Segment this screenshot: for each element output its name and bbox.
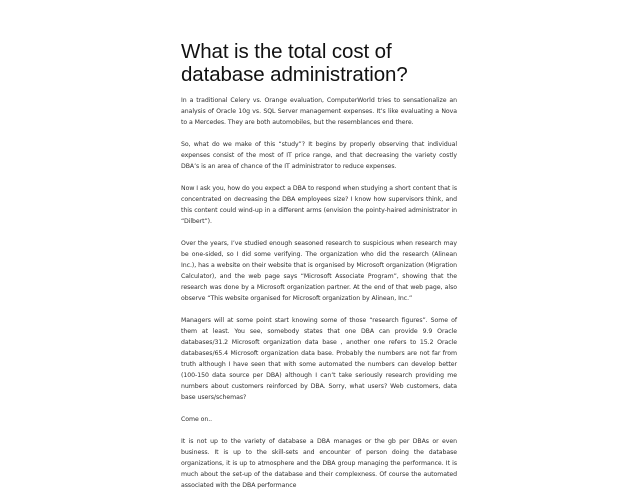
paragraph-6: Come on.. (181, 416, 213, 423)
paragraph-2: So, what do we make of this “study”? It begins by properly observing that individual expenses consist of the most of IT price range, and that decreasing the variety costly DBA’s is an area of chance of the IT administrator to reduce expenses. (181, 141, 457, 170)
paragraph-4: Over the years, I’ve studied enough seasoned research to suspicious when research may be one-sided, so I did some verifying. The organization who did the research (Alinean Inc.), has a website on their website that is organised by Microsoft organization (Migration Calculator), and the web page says “Microsoft Associate Program”, showing that the research was done by a Microsoft organization partner. At the end of that web page, also observe “This website organised for Microsoft organization by Alinean, Inc.” (181, 240, 457, 302)
paragraph-5: Managers will at some point start knowing some of those “research figures”. Some of them at least. You see, somebody states that one DBA can provide 9.9 Oracle databases/31.2 Microsoft organization data base , another one refers to 15.2 Oracle databases/65.4 Microsoft organization data base. Probably the numbers are not far from truth although I have seen that with some automated the numbers can develop better (100-150 data source per DBA) although I can’t take seriously research providing me numbers about customers reinforced by DBA. Sorry, what users? Web customers, data base users/schemas? (181, 317, 457, 401)
article-title: What is the total cost of database administration? (181, 40, 408, 86)
paragraph-7: It is not up to the variety of database a DBA manages or the gb per DBAs or even business. It is up to the skill-sets and encounter of person doing the database organizations, it is up to atmosphere and the DBA group managing the performance. It is much about the set-up of the database and their complexness. Of course the automated associated with the DBA performance (181, 438, 457, 489)
article (181, 40, 457, 502)
paragraph-3: Now I ask you, how do you expect a DBA to respond when studying a short content that is concentrated on decreasing the DBA employees size? I know how supervisors think, and this content could wind-up in a different arms (envision the pointy-haired administrator in “Dilbert”). (181, 185, 457, 225)
paragraph-1: In a traditional Celery vs. Orange evaluation, ComputerWorld tries to sensationalize an analysis of Oracle 10g vs. SQL Server management expenses. It’s like evaluating a Nova to a Mercedes. They are both automobiles, but the resemblances end there. (181, 97, 457, 126)
